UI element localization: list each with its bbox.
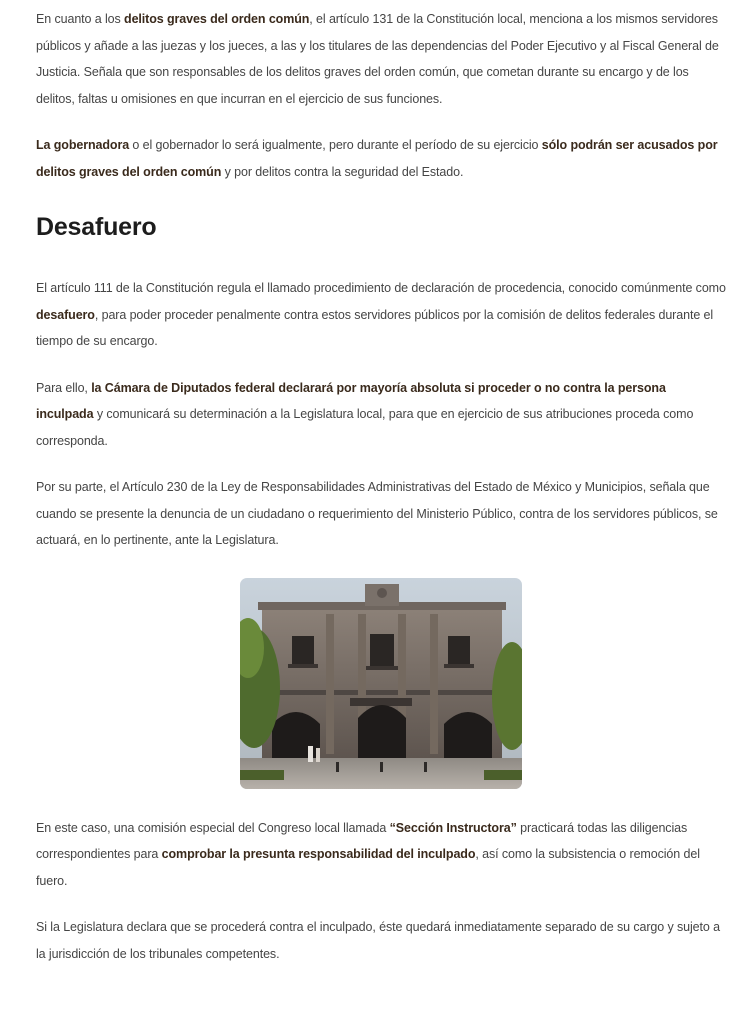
paragraph-seccion-instructora: [36, 815, 726, 895]
paragraph-text: El artículo 111 de la Constitución regula el llamado procedimiento de declaración de procedencia, conocido comúnmente como: [36, 281, 726, 295]
paragraph-text: Para ello,: [36, 380, 92, 395]
bold-phrase: comprobar la presunta responsabilidad del inculpado: [161, 847, 476, 861]
bold-phrase: desafuero: [36, 307, 95, 322]
legislature-building-photo: [240, 578, 522, 789]
bold-phrase: la Cámara de Diputados federal declarará por mayoría absoluta si proceder o no contra la persona inculpada: [36, 380, 666, 421]
paragraph-delitos-graves: [36, 6, 726, 112]
bold-phrase: delitos graves del orden común: [124, 12, 310, 26]
paragraph-articulo-230: Por su parte, el Artículo 230 de la Ley de Responsabilidades Administrativas del Estado de México y Municipios, señala que cuando se presente la denuncia de un ciudadano o requerimiento del Ministerio Público, contra de los servidores públicos, se actuará, en lo pertinente, ante la Legislatura.: [36, 480, 718, 547]
paragraph-text: , el artículo 131 de la Constitución local, menciona a los mismos servidores públicos y añade a las juezas y los jueces, a las y los titulares de las dependencias del Poder Ejecutivo y al Fiscal General de Justicia. Señala que son responsables de los delitos graves del orden común, que cometan durante su encargo y de los delitos, faltas u omisiones en que incurran en el ejercicio de sus funciones.: [36, 12, 719, 106]
paragraph-text: , así como la subsistencia o remoción del fuero.: [36, 847, 700, 888]
article-body: [36, 6, 726, 967]
paragraph-articulo-111: [36, 275, 726, 355]
paragraph-camara-diputados: [36, 375, 726, 455]
paragraph-text: En este caso, una comisión especial del Congreso local llamada: [36, 820, 390, 835]
bold-phrase: sólo podrán ser acusados por delitos graves del orden común: [36, 138, 718, 179]
bold-phrase: La gobernadora: [36, 138, 130, 152]
paragraph-text: En cuanto a los: [36, 12, 125, 26]
paragraph-text: , para poder proceder penalmente contra estos servidores públicos por la comisión de delitos federales durante el tiempo de su encargo.: [36, 307, 714, 348]
bold-phrase: “Sección Instructora”: [389, 820, 517, 835]
paragraph-text: y por delitos contra la seguridad del Estado.: [221, 164, 464, 179]
paragraph-legislatura-declara: Si la Legislatura declara que se procederá contra el inculpado, éste quedará inmediatamente separado de su cargo y sujeto a la jurisdicción de los tribunales competentes.: [36, 920, 720, 961]
paragraph-text: practicará todas las diligencias correspondientes para: [36, 820, 688, 861]
section-heading-desafuero: Desafuero: [36, 213, 157, 241]
paragraph-text: y comunicará su determinación a la Legislatura local, para que en ejercicio de sus atribuciones proceda como corresponda.: [36, 407, 694, 448]
paragraph-gobernadora: [36, 132, 726, 185]
paragraph-text: o el gobernador lo será igualmente, pero durante el período de su ejercicio: [129, 138, 542, 152]
